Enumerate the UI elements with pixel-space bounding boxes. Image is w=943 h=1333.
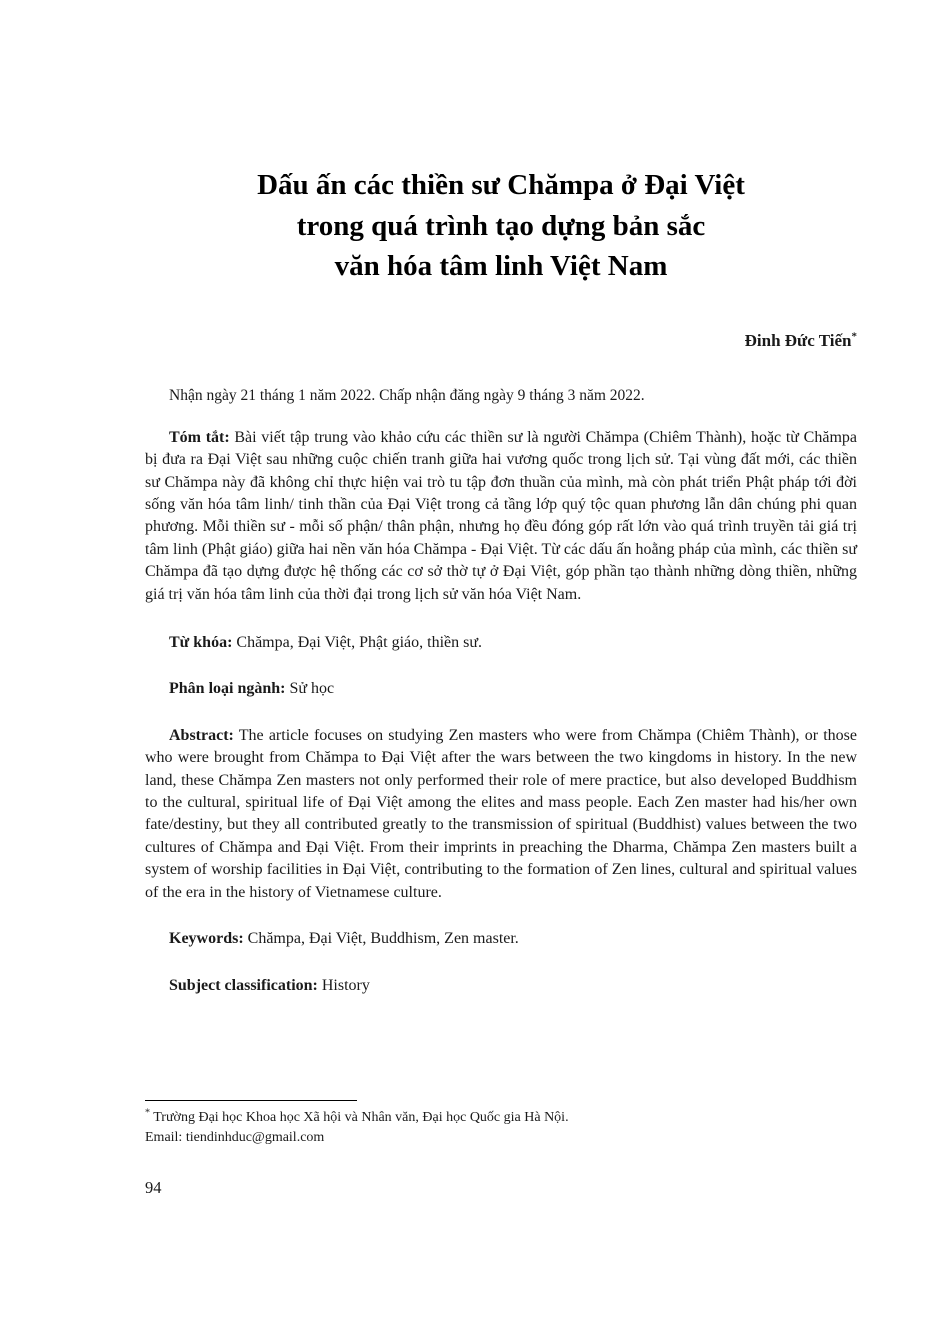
abstract-en-label: Abstract: [169,726,234,744]
classification-en-text: History [317,976,370,994]
author-affiliation-marker: * [851,330,857,343]
keywords-en-paragraph [145,928,857,950]
abstract-vi-text: Bài viết tập trung vào khảo cứu các thiền sư là người Chămpa (Chiêm Thành), hoặc từ Chămpa bị đưa ra Đại Việt sau những cuộc chiến tranh giữa hai vương quốc trong lịch sử. Tại vùng đất mới, các thiền sư Chămpa này đã không chỉ thực hiện vai trò tu tập đơn thuần của mình, mà còn phát triển Phật pháp tới đời sống văn hóa tâm linh/ tinh thần của Đại Việt trong cả tầng lớp quý tộc quan phương lẫn dân chúng phi quan phương. Mỗi thiền sư - mỗi số phận/ thân phận, nhưng họ đều đóng góp rất lớn vào quá trình truyền tải giá trị tâm linh (Phật giáo) giữa hai nền văn hóa Chămpa - Đại Việt. Từ các dấu ấn hoằng pháp của mình, các thiền sư Chămpa đã tạo dựng được hệ thống các cơ sở thờ tự ở Đại Việt, góp phần tạo thành những dòng thiền, những giá trị văn hóa tâm linh của thời đại trong lịch sử văn hóa Việt Nam. [145,428,857,603]
paper-title [145,165,857,287]
abstract-en-text: The article focuses on studying Zen masters who were from Chămpa (Chiêm Thành), or those who were brought from Chămpa to Đại Việt after the wars between the two kingdoms in history. In the new land, these Chămpa Zen masters not only performed their role of mere practice, but also developed Buddhism to the cultural, spiritual life of Đại Việt among the elites and mass people. Each Zen master had his/her own fate/destiny, but they all contributed greatly to the transmission of spiritual (Buddhist) values between the two cultures of Chămpa and Đại Việt. From their imprints in preaching the Dharma, Chămpa Zen masters built a system of worship facilities in Đại Việt, contributing to the formation of Zen lines, cultural and spiritual values of the era in the history of Vietnamese culture. [145,726,857,901]
received-accepted-dates: Nhận ngày 21 tháng 1 năm 2022. Chấp nhận đăng ngày 9 tháng 3 năm 2022. [169,386,645,404]
footnote-affiliation-text: Trường Đại học Khoa học Xã hội và Nhân văn, Đại học Quốc gia Hà Nội. [150,1110,569,1125]
footnote-divider [145,1100,357,1101]
paper-title-line-1: Dấu ấn các thiền sư Chămpa ở Đại Việt [257,169,745,201]
abstract-vi-paragraph [145,427,857,606]
author-name: Đinh Đức Tiến [744,330,852,350]
classification-en-paragraph [145,975,857,997]
page-number: 94 [145,1178,162,1197]
classification-vi-text: Sử học [285,680,335,698]
author-line [145,331,857,351]
keywords-vi-text: Chămpa, Đại Việt, Phật giáo, thiền sư. [232,634,483,652]
keywords-vi-paragraph [145,632,857,654]
paper-title-line-2: trong quá trình tạo dựng bản sắc [296,209,706,242]
classification-en-label: Subject classification: [169,976,318,994]
classification-vi-label: Phân loại ngành: [169,680,286,698]
footnote-block [145,1100,857,1148]
classification-vi-paragraph [145,678,857,700]
keywords-en-text: Chămpa, Đại Việt, Buddhism, Zen master. [243,930,519,948]
paper-title-line-3: văn hóa tâm linh Việt Nam [334,250,668,283]
footnote-marker: * [145,1107,150,1119]
footnote-email: Email: tiendinhduc@gmail.com [145,1130,325,1145]
keywords-en-label: Keywords: [169,930,244,948]
footnote-affiliation [145,1108,857,1128]
abstract-vi-label: Tóm tắt: [169,428,230,446]
keywords-vi-label: Từ khóa: [169,634,233,652]
abstract-en-paragraph [145,725,857,904]
